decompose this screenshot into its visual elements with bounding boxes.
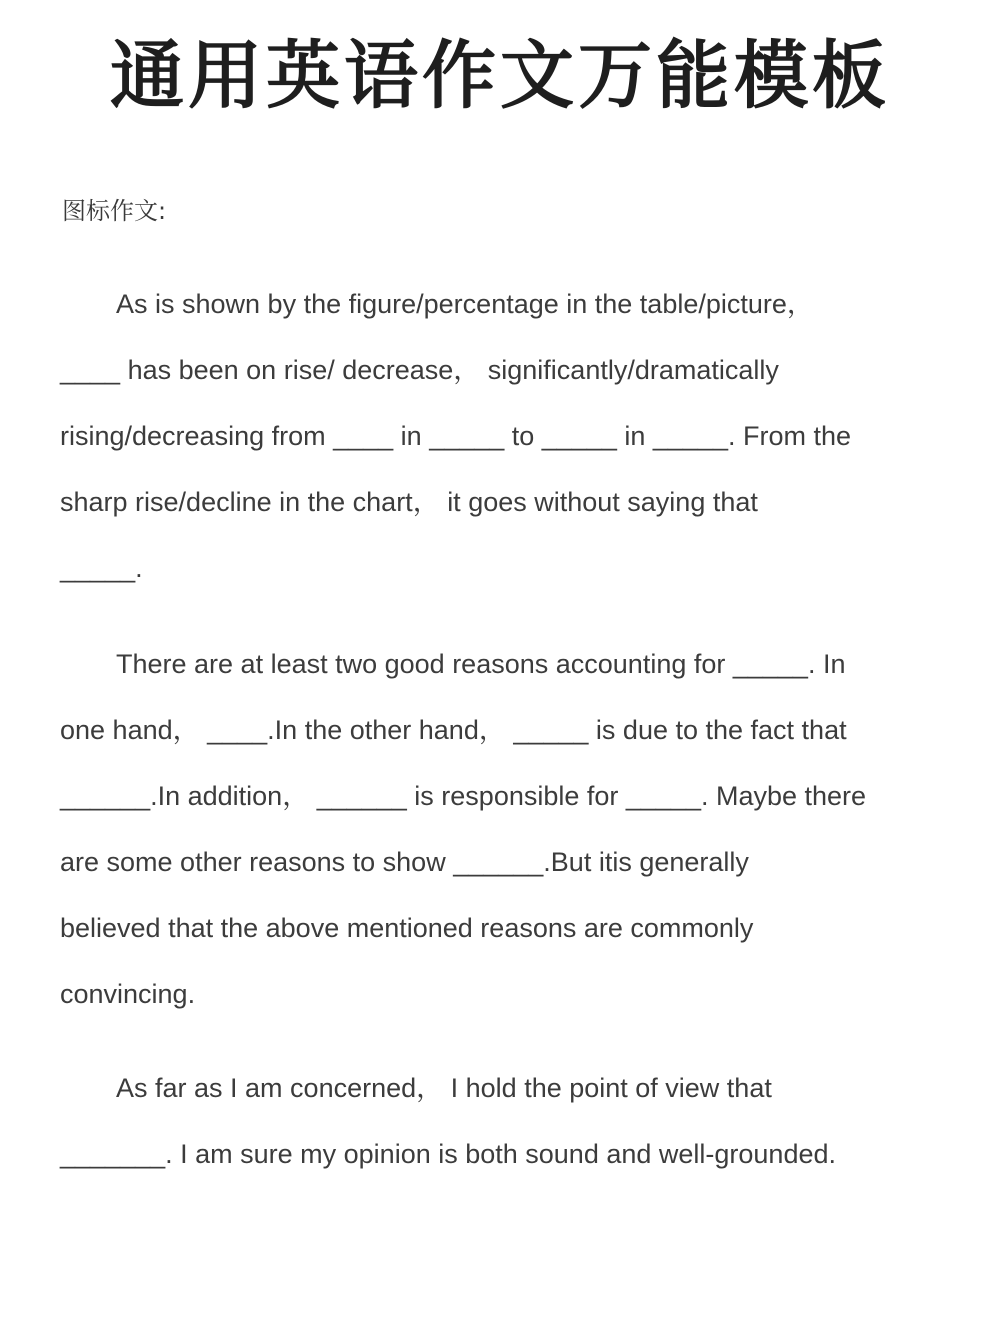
paragraph-line: As far as I am concerned， I hold the point of view that (116, 1073, 772, 1103)
paragraph-line: believed that the above mentioned reasons are commonly (60, 913, 754, 943)
paragraph-line: ____ has been on rise/ decrease， significantly/dramatically (60, 355, 779, 385)
paragraph-line: _______. I am sure my opinion is both sound and well-grounded. (60, 1139, 836, 1169)
paragraph-1 (60, 271, 940, 601)
paragraph-line: one hand， ____.In the other hand， _____ is due to the fact that (60, 715, 847, 745)
paragraph-line: sharp rise/decline in the chart， it goes without saying that (60, 487, 758, 517)
paragraph-line: ______.In addition， ______ is responsible for _____. Maybe there (60, 781, 867, 811)
paragraph-line: rising/decreasing from ____ in _____ to _____ in _____. From the (60, 421, 852, 451)
section-label: 图标作文: (62, 197, 167, 225)
paragraph-line: There are at least two good reasons accounting for _____. In (116, 649, 846, 679)
page-title: 通用英语作文万能模板 (110, 33, 890, 119)
paragraph-line: convincing. (60, 979, 196, 1009)
paragraph-line: _____. (60, 553, 143, 583)
paragraph-2 (60, 631, 940, 1027)
paragraph-line: As is shown by the figure/percentage in the table/picture， (116, 289, 814, 319)
paragraph-3 (60, 1055, 940, 1187)
paragraph-line: are some other reasons to show ______.But itis generally (60, 847, 749, 877)
